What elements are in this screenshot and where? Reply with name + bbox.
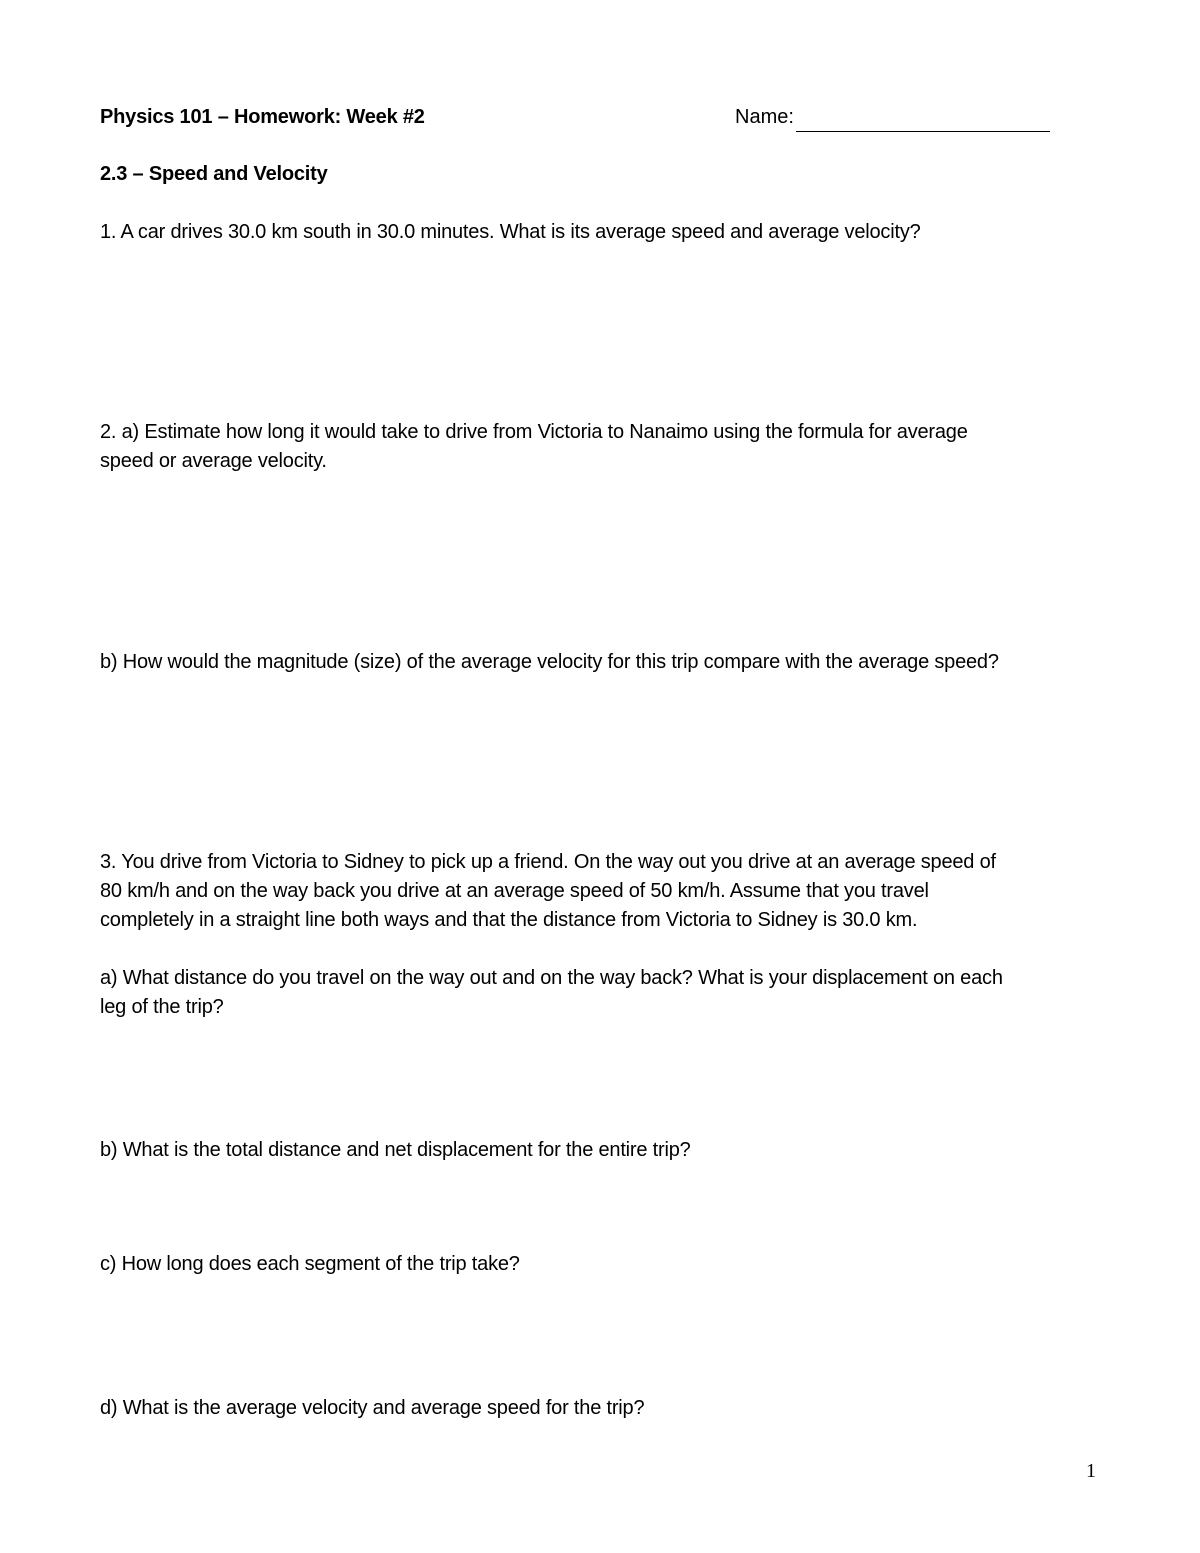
name-label: Name:	[735, 106, 794, 128]
question-3b: b) What is the total distance and net displacement for the entire trip?	[100, 1139, 691, 1161]
name-blank-line[interactable]	[796, 109, 1050, 132]
question-3d: d) What is the average velocity and average speed for the trip?	[100, 1397, 645, 1419]
section-heading: 2.3 – Speed and Velocity	[100, 163, 328, 185]
page-number: 1	[1086, 1460, 1096, 1482]
question-3c: c) How long does each segment of the trip take?	[100, 1253, 520, 1275]
question-2a-line-1: 2. a) Estimate how long it would take to drive from Victoria to Nanaimo using the formula for average	[100, 421, 968, 443]
question-3a-line-1: a) What distance do you travel on the way out and on the way back? What is your displacement on each	[100, 967, 1003, 989]
question-3a-line-2: leg of the trip?	[100, 996, 224, 1018]
document-title: Physics 101 – Homework: Week #2	[100, 106, 425, 128]
question-1: 1. A car drives 30.0 km south in 30.0 minutes. What is its average speed and average velocity?	[100, 221, 921, 243]
question-2b: b) How would the magnitude (size) of the average velocity for this trip compare with the average speed?	[100, 651, 999, 673]
name-field[interactable]	[735, 103, 1050, 132]
question-3-line-2: 80 km/h and on the way back you drive at an average speed of 50 km/h. Assume that you travel	[100, 880, 929, 902]
question-2a-line-2: speed or average velocity.	[100, 450, 327, 472]
question-3-line-1: 3. You drive from Victoria to Sidney to pick up a friend. On the way out you drive at an average speed of	[100, 851, 996, 873]
question-3-line-3: completely in a straight line both ways and that the distance from Victoria to Sidney is 30.0 km.	[100, 909, 918, 931]
